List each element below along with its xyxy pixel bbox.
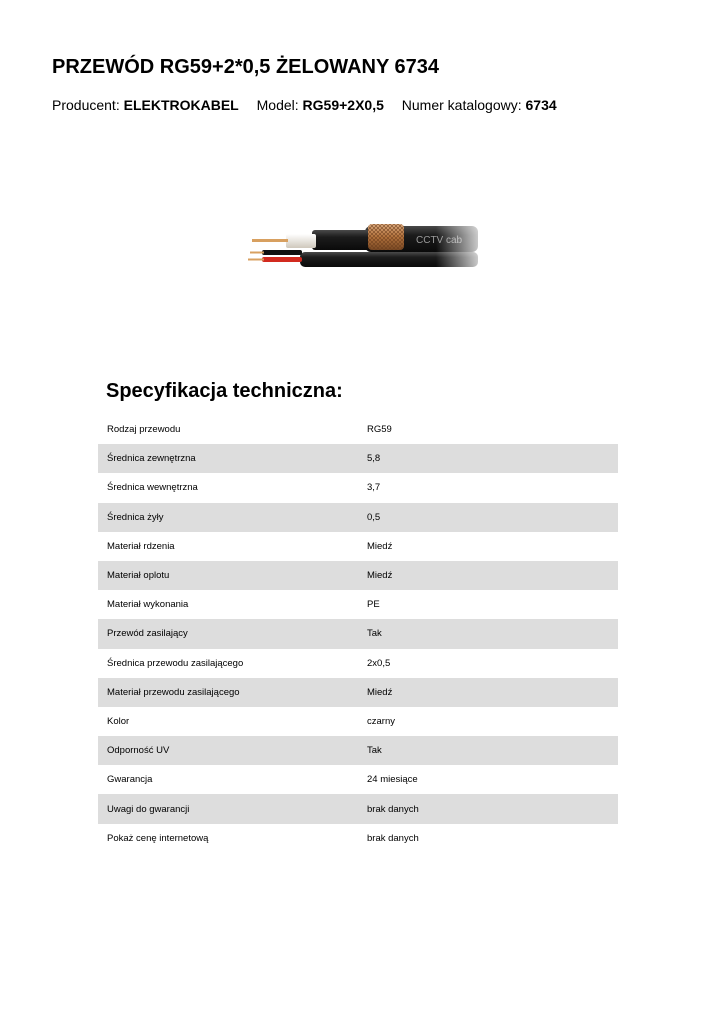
spec-key: Materiał oplotu (107, 570, 170, 582)
spec-key: Gwarancja (107, 774, 153, 786)
page-title: PRZEWÓD RG59+2*0,5 ŻELOWANY 6734 (52, 56, 439, 78)
spec-key: Materiał wykonania (107, 599, 189, 611)
spec-value: 5,8 (367, 453, 381, 465)
spec-key: Materiał przewodu zasilającego (107, 686, 240, 698)
spec-value: Tak (367, 628, 382, 640)
spec-key: Średnica wewnętrzna (107, 482, 198, 494)
table-row (98, 824, 618, 853)
product-meta (52, 97, 557, 113)
spec-value: 3,7 (367, 482, 381, 494)
table-row (98, 590, 618, 619)
spec-value: Tak (367, 745, 382, 757)
spec-value: Miedź (367, 540, 393, 552)
spec-value: Miedź (367, 686, 393, 698)
model-value: RG59+2X0,5 (302, 97, 384, 113)
table-row (98, 532, 618, 561)
table-row (98, 678, 618, 707)
spec-key: Materiał rdzenia (107, 540, 175, 552)
spec-key: Średnica zewnętrzna (107, 453, 196, 465)
spec-key: Średnica przewodu zasilającego (107, 657, 244, 669)
spec-key: Odporność UV (107, 745, 170, 757)
spec-key: Przewód zasilający (107, 628, 188, 640)
catalog-number-value: 6734 (525, 97, 557, 113)
producer-value: ELEKTROKABEL (123, 97, 239, 113)
spec-value: PE (367, 599, 380, 611)
spec-key: Kolor (107, 715, 130, 727)
spec-value: RG59 (367, 424, 392, 436)
table-row (98, 561, 618, 590)
table-row (98, 503, 618, 532)
table-row (98, 415, 618, 444)
spec-value: 24 miesiące (367, 774, 418, 786)
table-row (98, 649, 618, 678)
meta-model: Model: RG59+2X0,5 (256, 97, 384, 113)
table-row (98, 765, 618, 794)
cable-product-image (240, 210, 485, 280)
meta-producer: Producent: ELEKTROKABEL (52, 97, 239, 113)
spec-value: 0,5 (367, 511, 381, 523)
table-row (98, 736, 618, 765)
spec-value: Miedź (367, 570, 393, 582)
spec-value: brak danych (367, 803, 419, 815)
table-row (98, 794, 618, 823)
table-row (98, 473, 618, 502)
spec-value: brak danych (367, 832, 419, 844)
meta-catalog-number: Numer katalogowy: 6734 (401, 97, 557, 113)
spec-key: Pokaż cenę internetową (107, 832, 209, 844)
table-row (98, 707, 618, 736)
spec-value: czarny (367, 715, 395, 727)
table-row (98, 444, 618, 473)
table-row (98, 619, 618, 648)
spec-key: Uwagi do gwarancji (107, 803, 190, 815)
spec-key: Rodzaj przewodu (107, 424, 181, 436)
spec-value: 2x0,5 (367, 657, 391, 669)
spec-title: Specyfikacja techniczna: (106, 380, 343, 402)
spec-table (98, 415, 618, 853)
spec-key: Średnica żyły (107, 511, 164, 523)
